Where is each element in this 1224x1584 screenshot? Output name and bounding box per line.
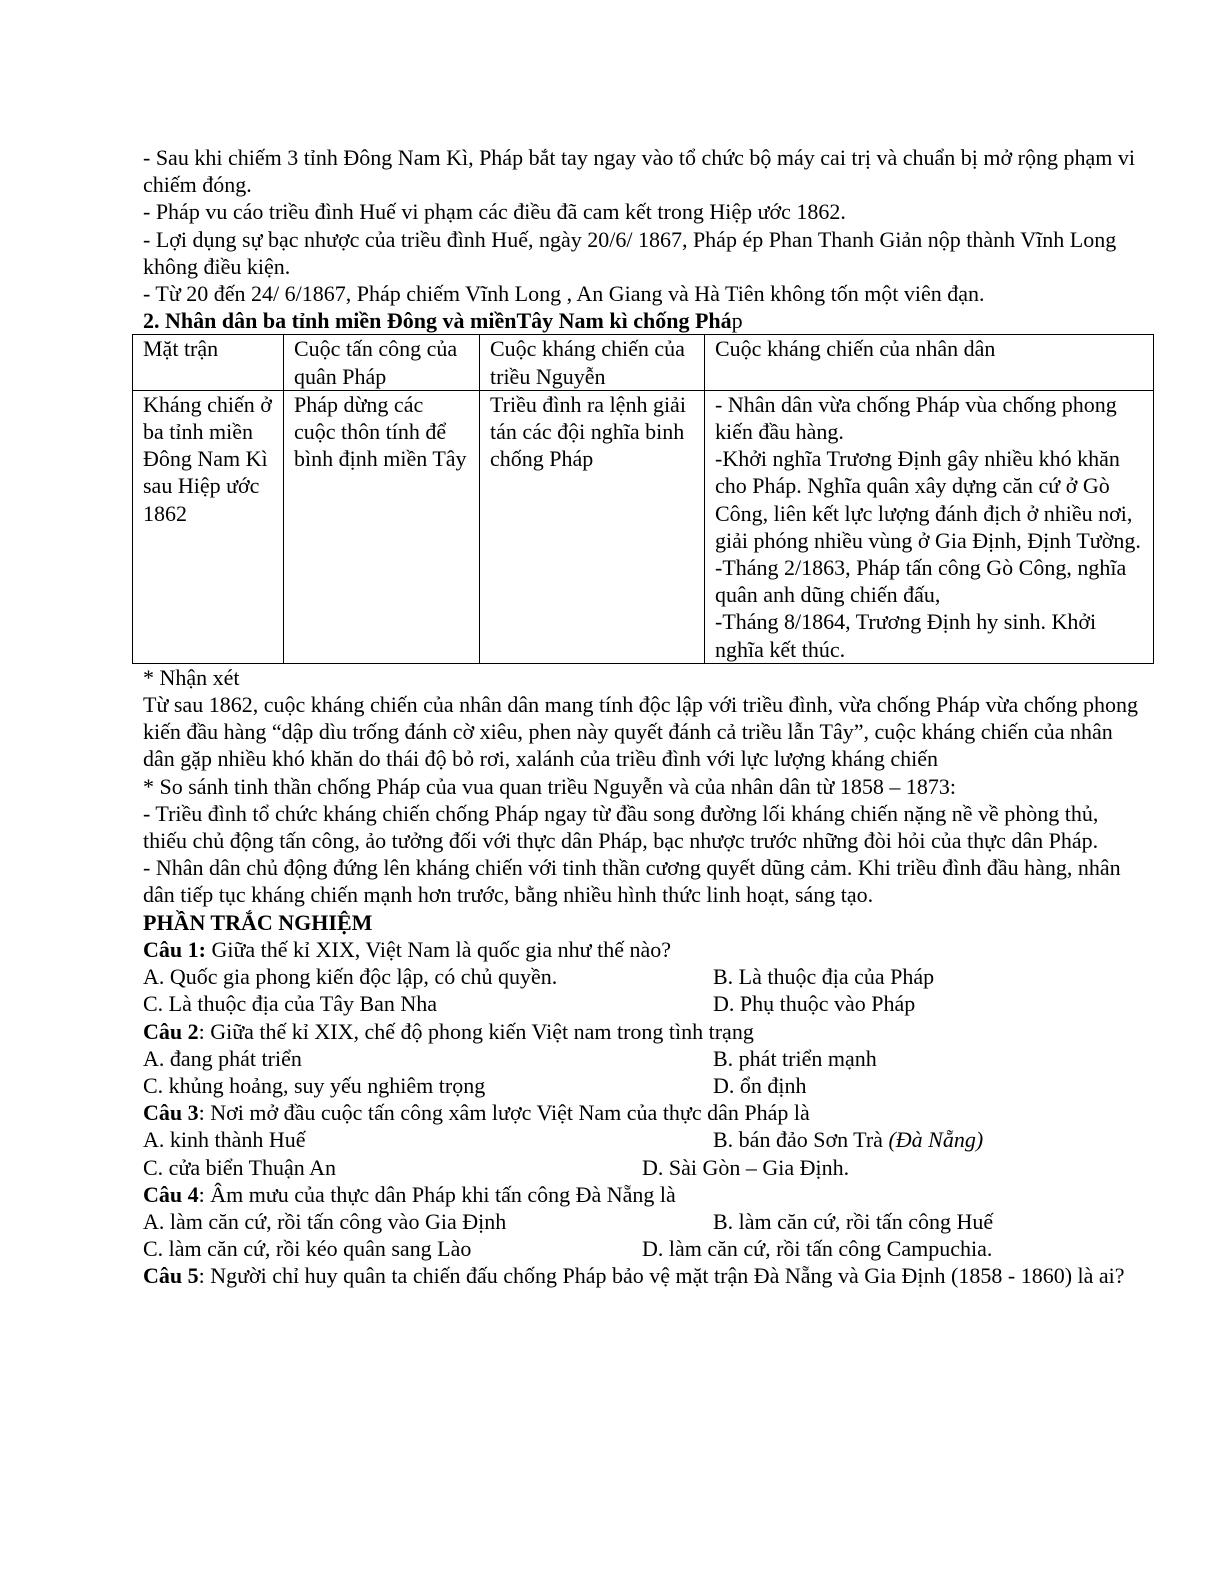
option-b: B. làm căn cứ, rồi tấn công Huế <box>713 1208 994 1234</box>
options-row <box>143 1072 1143 1099</box>
option-a: A. kinh thành Huế <box>143 1127 306 1153</box>
table-header-cell: Cuộc kháng chiến của triều Nguyễn <box>480 335 705 390</box>
section-2-heading-text: 2. Nhân dân ba tỉnh miền Đông và miềnTây Nam kì chống Phá <box>143 308 732 334</box>
options-row <box>143 1126 1143 1153</box>
question-text: : Giữa thế kỉ XIX, chế độ phong kiến Việt nam trong tình trạng <box>198 1018 754 1044</box>
option-d: D. Phụ thuộc vào Pháp <box>713 991 916 1017</box>
question-1 <box>143 936 1143 963</box>
table-header-cell: Cuộc kháng chiến của nhân dân <box>705 335 1154 390</box>
compare-title: * So sánh tinh thần chống Pháp của vua quan triều Nguyễn và của nhân dân từ 1858 – 1873: <box>143 773 956 799</box>
option-b-note: (Đà Nẵng) <box>888 1127 984 1153</box>
document-page <box>143 144 1143 1290</box>
option-b: B. phát triển mạnh <box>713 1045 877 1071</box>
compare-court: - Triều đình tổ chức kháng chiến chống Pháp ngay từ đầu song đường lối kháng chiến nặng nề về phòng thủ, thiếu chủ động tấn công, ảo tưởng đối với thực dân Pháp, bạc nhược trước những đòi hỏi của thực dân Pháp. <box>143 800 1099 854</box>
quiz-title: PHẦN TRẮC NGHIỆM <box>143 909 373 935</box>
resistance-table <box>132 334 1154 663</box>
question-3 <box>143 1099 1143 1126</box>
options-row <box>143 1235 1143 1262</box>
table-header-cell: Mặt trận <box>133 335 284 390</box>
table-row <box>133 390 1154 663</box>
question-4 <box>143 1181 1143 1208</box>
question-label: Câu 2 <box>143 1018 199 1044</box>
options-row <box>143 1208 1143 1235</box>
option-d: D. làm căn cứ, rồi tấn công Campuchia. <box>642 1236 993 1262</box>
question-2 <box>143 1018 1143 1045</box>
option-c: C. khủng hoảng, suy yếu nghiêm trọng <box>143 1072 486 1098</box>
question-label: Câu 1: <box>143 936 206 962</box>
question-label: Câu 3 <box>143 1100 199 1126</box>
remarks-body: Từ sau 1862, cuộc kháng chiến của nhân dân mang tính độc lập với triều đình, vừa chống Pháp vừa chống phong kiến đầu hàng “dập dìu trống đánh cờ xiêu, phen này quyết đánh cả triều lẫn Tây”, cuộc kháng chiến của nhân dân gặp nhiều khó khăn do thái độ bỏ rơi, xalánh của triều đình với lực lượng kháng chiến <box>143 692 1139 772</box>
question-text: : Nơi mở đầu cuộc tấn công xâm lược Việt Nam của thực dân Pháp là <box>198 1100 810 1126</box>
question-label: Câu 4 <box>143 1181 199 1207</box>
intro-paragraph-4: - Từ 20 đến 24/ 6/1867, Pháp chiếm Vĩnh Long , An Giang và Hà Tiên không tốn một viên đạn. <box>143 281 985 307</box>
question-text: : Âm mưu của thực dân Pháp khi tấn công Đà Nẵng là <box>198 1181 676 1207</box>
intro-paragraph-2: - Pháp vu cáo triều đình Huế vi phạm các điều đã cam kết trong Hiệp ước 1862. <box>143 199 846 225</box>
question-text: : Người chỉ huy quân ta chiến đấu chống Pháp bảo vệ mặt trận Đà Nẵng và Gia Định (1858 - 1860) là ai? <box>198 1263 1125 1289</box>
compare-people: - Nhân dân chủ động đứng lên kháng chiến với tinh thần cương quyết dũng cảm. Khi triều đình đầu hàng, nhân dân tiếp tục kháng chiến mạnh hơn trước, bằng nhiều hình thức linh hoạt, sáng tạo. <box>143 855 1121 908</box>
option-c: C. Là thuộc địa của Tây Ban Nha <box>143 991 438 1017</box>
option-a: A. đang phát triển <box>143 1045 302 1071</box>
option-d: D. ổn định <box>713 1072 807 1098</box>
table-cell-front: Kháng chiến ở ba tỉnh miền Đông Nam Kì sau Hiệp ước 1862 <box>133 390 284 663</box>
option-b: B. Là thuộc địa của Pháp <box>713 964 935 990</box>
option-c: C. cửa biển Thuận An <box>143 1154 336 1180</box>
options-row <box>143 1045 1143 1072</box>
table-cell-people <box>705 390 1154 663</box>
question-label: Câu 5 <box>143 1263 199 1289</box>
options-row <box>143 1154 1143 1181</box>
people-item: -Tháng 8/1864, Trương Định hy sinh. Khởi nghĩa kết thúc. <box>715 609 1097 662</box>
option-c: C. làm căn cứ, rồi kéo quân sang Lào <box>143 1236 472 1262</box>
table-cell-french-attack: Pháp dừng các cuộc thôn tính để bình định miền Tây <box>284 390 480 663</box>
option-d: D. Sài Gòn – Gia Định. <box>642 1154 850 1180</box>
people-item: -Khởi nghĩa Trương Định gây nhiều khó khăn cho Pháp. Nghĩa quân xây dựng căn cứ ở Gò Công, liên kết lực lượng đánh địch ở nhiều nơi, giải phóng nhiều vùng ở Gia Định, Định Tường. <box>715 446 1141 553</box>
table-header-row <box>133 335 1154 390</box>
table-header-cell: Cuộc tấn công của quân Pháp <box>284 335 480 390</box>
section-2-heading <box>143 307 1143 334</box>
option-b-text: B. bán đảo Sơn Trà <box>713 1127 889 1153</box>
options-row <box>143 990 1143 1017</box>
option-a: A. Quốc gia phong kiến độc lập, có chủ quyền. <box>143 964 558 990</box>
people-item: -Tháng 2/1863, Pháp tấn công Gò Công, nghĩa quân anh dũng chiến đấu, <box>715 555 1127 608</box>
option-b <box>713 1126 983 1153</box>
option-a: A. làm căn cứ, rồi tấn công vào Gia Định <box>143 1208 507 1234</box>
question-5 <box>143 1262 1143 1289</box>
table-cell-nguyen-court: Triều đình ra lệnh giải tán các đội nghĩa binh chống Pháp <box>480 390 705 663</box>
remarks-title: * Nhận xét <box>143 664 240 690</box>
intro-paragraph-1: - Sau khi chiếm 3 tỉnh Đông Nam Kì, Pháp bắt tay ngay vào tổ chức bộ máy cai trị và chuẩn bị mở rộng phạm vi chiếm đóng. <box>143 145 1135 198</box>
people-item: - Nhân dân vừa chống Pháp vùa chống phong kiến đầu hàng. <box>715 391 1117 445</box>
intro-paragraph-3: - Lợi dụng sự bạc nhược của triều đình Huế, ngày 20/6/ 1867, Pháp ép Phan Thanh Giản nộp thành Vĩnh Long không điều kiện. <box>143 226 1117 279</box>
question-text: Giữa thế kỉ XIX, Việt Nam là quốc gia như thế nào? <box>205 936 672 962</box>
options-row <box>143 963 1143 990</box>
section-2-heading-tail: p <box>731 308 743 334</box>
